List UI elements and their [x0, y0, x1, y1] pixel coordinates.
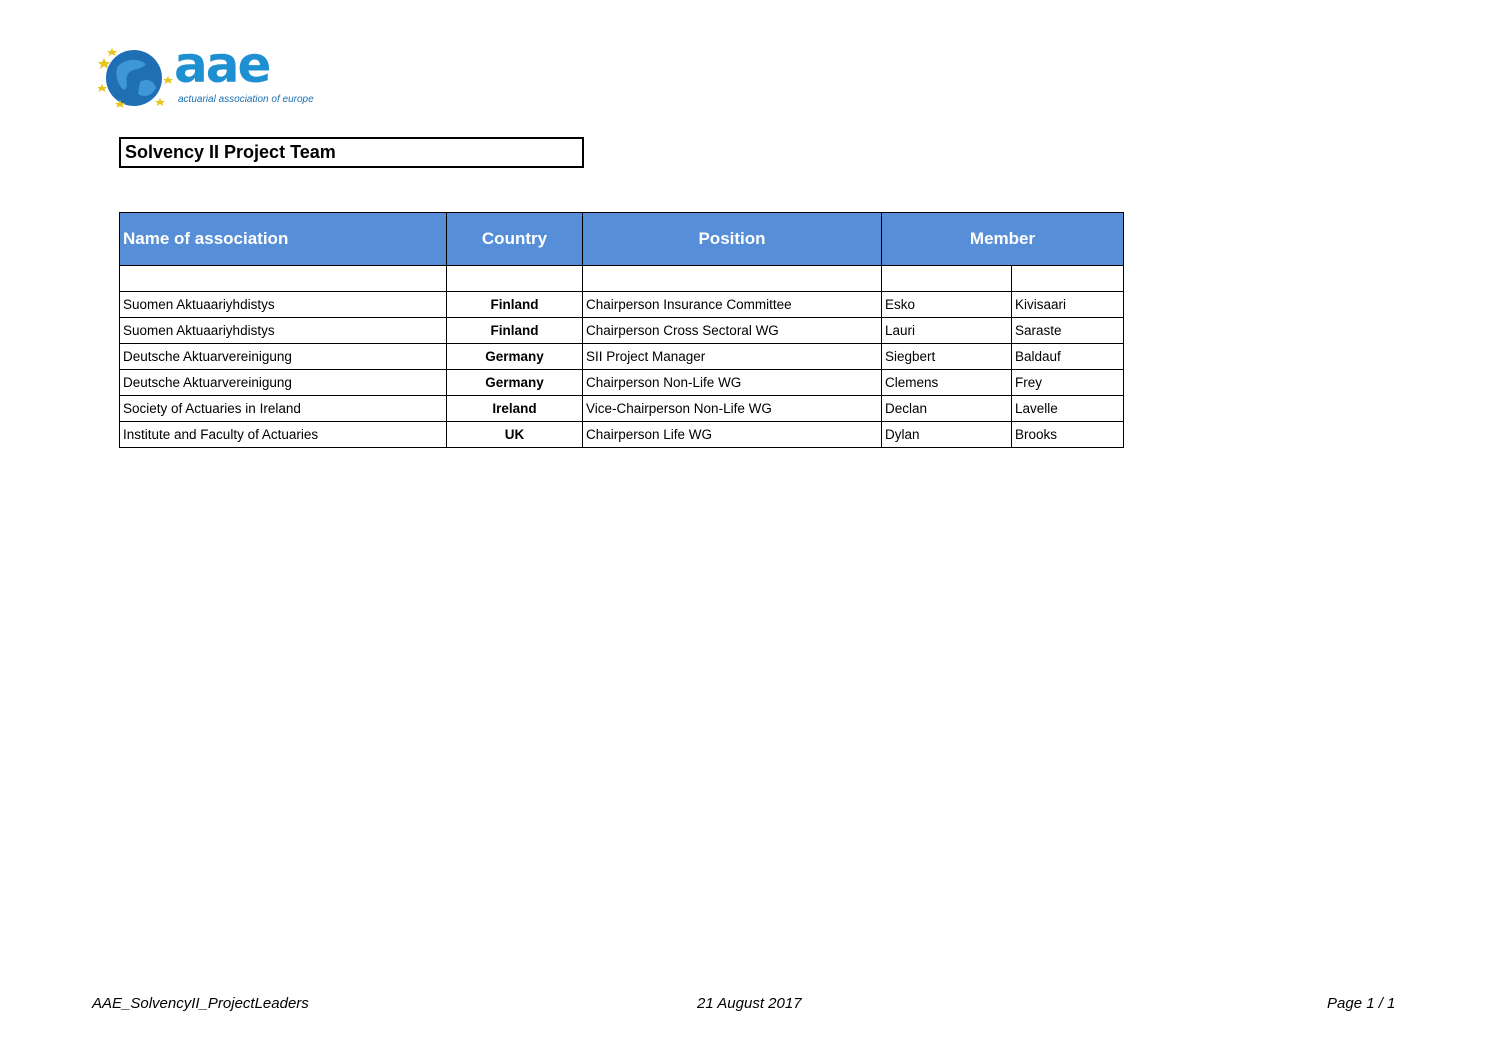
table-row-empty: [120, 266, 1124, 292]
footer-page-number: Page 1 / 1: [1327, 995, 1396, 1012]
header-position: Position: [583, 213, 882, 266]
logo-wordmark: aae: [174, 36, 270, 94]
footer-date: 21 August 2017: [697, 995, 802, 1012]
table-cell: [447, 266, 583, 292]
header-association: Name of association: [120, 213, 447, 266]
table-header-row: [120, 213, 1124, 266]
cell-association: Deutsche Aktuarvereinigung: [120, 370, 447, 396]
table-cell: [882, 266, 1012, 292]
cell-association: Society of Actuaries in Ireland: [120, 396, 447, 422]
cell-association: Deutsche Aktuarvereinigung: [120, 344, 447, 370]
header-member: Member: [882, 213, 1124, 266]
cell-last-name: Frey: [1012, 370, 1124, 396]
cell-last-name: Lavelle: [1012, 396, 1124, 422]
cell-first-name: Declan: [882, 396, 1012, 422]
cell-last-name: Brooks: [1012, 422, 1124, 448]
table-cell: [120, 266, 447, 292]
cell-country: UK: [447, 422, 583, 448]
table-row: [120, 422, 1124, 448]
page-title: Solvency II Project Team: [119, 137, 584, 168]
cell-country: Germany: [447, 370, 583, 396]
cell-first-name: Siegbert: [882, 344, 1012, 370]
cell-position: Chairperson Insurance Committee: [583, 292, 882, 318]
globe-icon: [98, 44, 178, 110]
cell-country: Finland: [447, 318, 583, 344]
cell-first-name: Clemens: [882, 370, 1012, 396]
cell-last-name: Saraste: [1012, 318, 1124, 344]
table-row: [120, 370, 1124, 396]
cell-association: Institute and Faculty of Actuaries: [120, 422, 447, 448]
footer-filename: AAE_SolvencyII_ProjectLeaders: [92, 995, 309, 1012]
cell-association: Suomen Aktuaariyhdistys: [120, 292, 447, 318]
table-cell: [1012, 266, 1124, 292]
table-cell: [583, 266, 882, 292]
cell-first-name: Lauri: [882, 318, 1012, 344]
team-table: [119, 212, 1124, 448]
table-row: [120, 396, 1124, 422]
table-row: [120, 292, 1124, 318]
aae-logo: [98, 36, 320, 110]
cell-country: Ireland: [447, 396, 583, 422]
cell-position: Chairperson Life WG: [583, 422, 882, 448]
cell-country: Finland: [447, 292, 583, 318]
table-row: [120, 318, 1124, 344]
cell-association: Suomen Aktuaariyhdistys: [120, 318, 447, 344]
cell-position: Chairperson Cross Sectoral WG: [583, 318, 882, 344]
cell-country: Germany: [447, 344, 583, 370]
cell-first-name: Esko: [882, 292, 1012, 318]
cell-position: Chairperson Non-Life WG: [583, 370, 882, 396]
cell-first-name: Dylan: [882, 422, 1012, 448]
cell-position: Vice-Chairperson Non-Life WG: [583, 396, 882, 422]
cell-last-name: Kivisaari: [1012, 292, 1124, 318]
cell-last-name: Baldauf: [1012, 344, 1124, 370]
table-row: [120, 344, 1124, 370]
cell-position: SII Project Manager: [583, 344, 882, 370]
logo-tagline: actuarial association of europe: [178, 94, 314, 105]
header-country: Country: [447, 213, 583, 266]
